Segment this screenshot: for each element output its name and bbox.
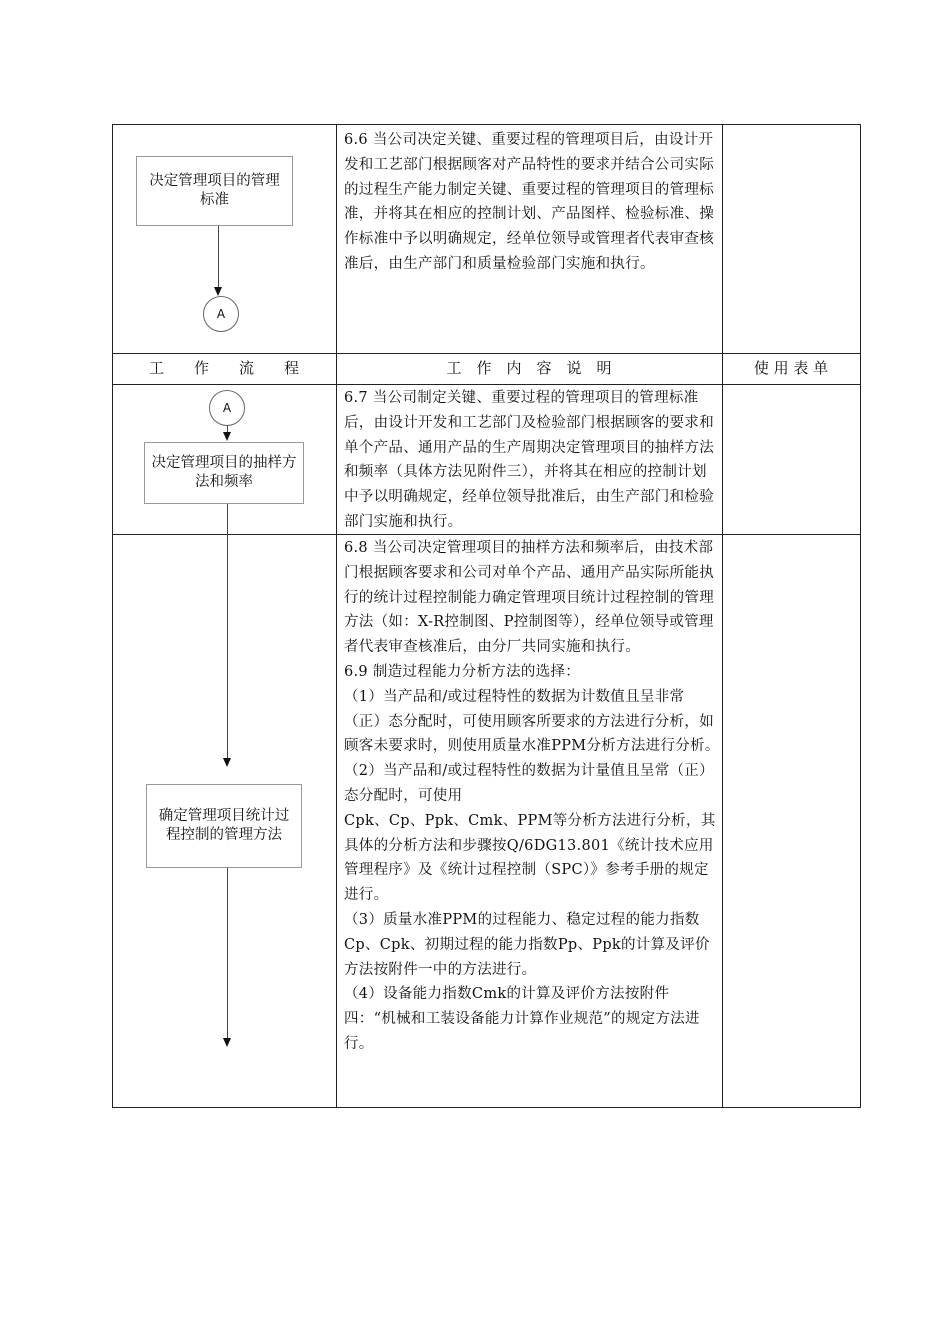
arrow-down-icon: [223, 1038, 231, 1047]
flow-box-sampling-method: 决定管理项目的抽样方法和频率: [144, 442, 304, 504]
paragraph-6-6: 6.6 当公司决定关键、重要过程的管理项目后，由设计开发和工艺部门根据顾客对产品特性的要求并结合公司实际的过程生产能力制定关键、重要过程的管理项目的管理标准，并将其在相应的控制计划、产品图样、检验标准、操作标准中予以明确规定，经单位领导或管理者代表审查核准后，由生产部门和质量检验部门实施和执行。: [344, 132, 714, 272]
header-forms-used: 使 用 表 单: [753, 359, 829, 377]
connector-a-bottom: A: [203, 296, 239, 332]
paragraph-6-9-1: （1）当产品和/或过程特性的数据为计数值且呈非常（正）态分配时，可使用顾客所要求的方法进行分析，如顾客未要求时，则使用质量水准PPM分析方法进行分析。: [344, 688, 720, 755]
column-divider: [722, 124, 723, 1108]
paragraph-6-9: 6.9 制造过程能力分析方法的选择：: [344, 663, 581, 680]
flow-line: [227, 868, 228, 1038]
column-divider: [336, 124, 337, 1108]
row-divider: [112, 384, 861, 385]
table-border-right: [860, 124, 861, 1108]
connector-a-top: A: [209, 390, 245, 426]
paragraph-6-9-2a: （2）当产品和/或过程特性的数据为计量值且呈常（正）态分配时，可使用: [344, 763, 714, 804]
arrow-down-icon: [214, 287, 222, 296]
flow-line: [227, 534, 228, 758]
arrow-down-icon: [223, 758, 231, 767]
paragraph-6-8: 6.8 当公司决定管理项目的抽样方法和频率后，由技术部门根据顾客要求和公司对单个产品、通用产品实际所能执行的统计过程控制能力确定管理项目统计过程控制的管理方法（如：X-R控制图、P控制图等），经单位领导或管理者代表审查核准后，由分厂共同实施和执行。: [344, 540, 714, 656]
arrow-down-icon: [223, 432, 231, 441]
flow-box-management-standard: 决定管理项目的管理标准: [136, 156, 293, 226]
header-work-flow: 工 作 流 程: [148, 359, 299, 377]
table-border-left: [112, 124, 113, 1108]
header-work-content: 工 作 内 容 说 明: [446, 359, 612, 377]
content-6-6: [344, 128, 720, 277]
paragraph-6-9-4: （4）设备能力指数Cmk的计算及评价方法按附件四：“机械和工装设备能力计算作业规范”的规定方法进行。: [344, 986, 700, 1052]
procedure-table: [112, 124, 861, 1108]
flow-line: [227, 504, 228, 534]
content-6-7: [344, 386, 720, 535]
table-border-bottom: [112, 1107, 861, 1108]
flow-line: [218, 226, 219, 290]
table-border-top: [112, 124, 861, 125]
paragraph-6-9-2b: Cpk、Cp、Ppk、Cmk、PPM等分析方法进行分析，其具体的分析方法和步骤按Q/6DG13.801《统计技术应用管理程序》及《统计过程控制（SPC）》参考手册的规定进行。: [344, 812, 716, 904]
flow-box-spc-method: 确定管理项目统计过程控制的管理方法: [146, 784, 302, 868]
paragraph-6-7: 6.7 当公司制定关键、重要过程的管理项目的管理标准后，由设计开发和工艺部门及检验部门根据顾客的要求和单个产品、通用产品的生产周期决定管理项目的抽样方法和频率（具体方法见附件三），并将其在相应的控制计划中予以明确规定，经单位领导批准后，由生产部门和检验部门实施和执行。: [344, 390, 714, 530]
content-6-8-6-9: [344, 536, 720, 1057]
paragraph-6-9-3: （3）质量水准PPM的过程能力、稳定过程的能力指数Cp、Cpk、初期过程的能力指数Pp、Ppk的计算及评价方法按附件一中的方法进行。: [344, 911, 710, 978]
